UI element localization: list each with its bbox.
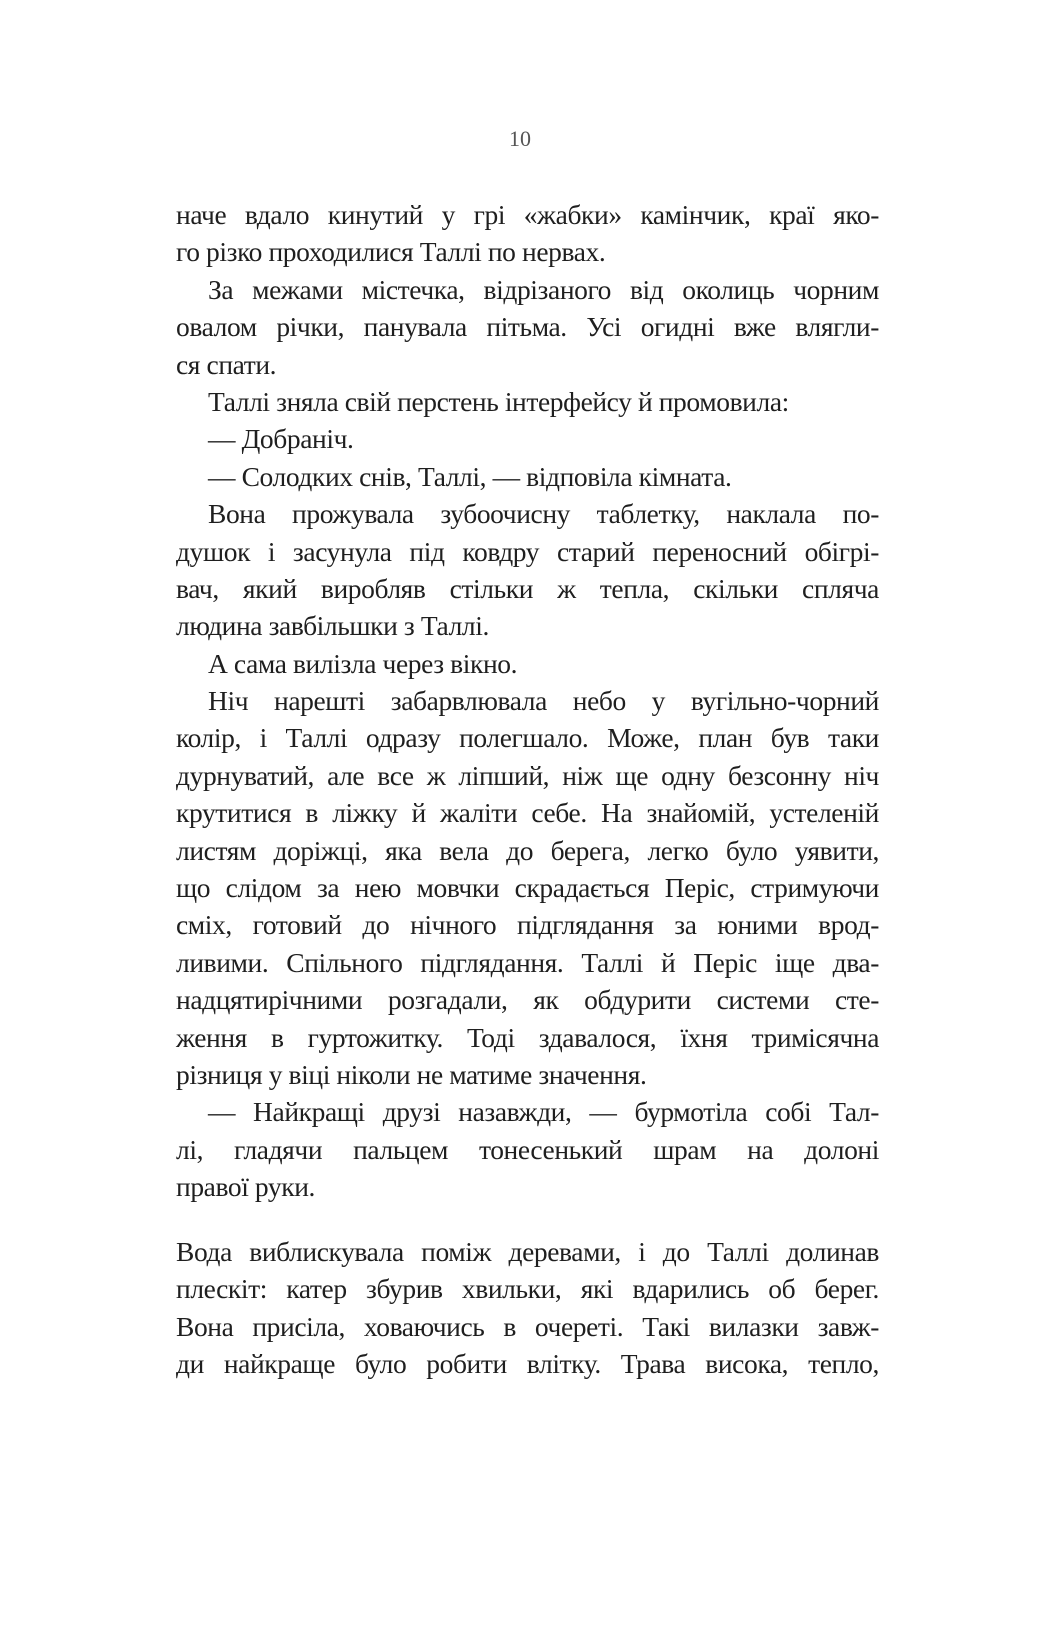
text-line: наче вдало кинутий у грі «жабки» камінчик, краї яко- [176, 199, 879, 230]
text-line: листям доріжці, яка вела до берега, легко було уявити, [176, 834, 879, 866]
page-number: 10 [509, 126, 531, 151]
text-line: колір, і Таллі одразу полегшало. Може, план був таки [176, 722, 879, 754]
text-line: крутитися в ліжку й жаліти себе. На знайомій, устеленій [176, 797, 879, 829]
text-line: що слідом за нею мовчки скрадається Періс, стримуючи [176, 872, 879, 904]
text-line: А сама вилізла через вікно. [208, 647, 518, 679]
text-section-2 [176, 1233, 879, 1383]
text-line: правої руки. [176, 1171, 316, 1203]
text-line: плескіт: катер збурив хвильки, які вдарились об берег. [176, 1273, 879, 1305]
text-line: го різко проходилися Таллі по нервах. [176, 236, 606, 268]
text-line: Вона присіла, ховаючись в очереті. Такі вилазки завж- [176, 1310, 879, 1342]
text-line: дурнуватий, але все ж ліпший, ніж ще одну безсонну ніч [176, 759, 879, 791]
text-line: душок і засунула під ковдру старий переносний обігрі- [176, 535, 879, 567]
text-line: людина завбільшки з Таллі. [176, 610, 489, 642]
text-line: овалом річки, панувала пітьма. Усі огидні вже влягли- [176, 311, 879, 343]
text-line: — Найкращі друзі назавжди, — бурмотіла собі Тал- [208, 1096, 879, 1128]
text-line: лі, гладячи пальцем тонесенький шрам на долоні [176, 1133, 879, 1165]
text-line: — Добраніч. [208, 423, 354, 455]
text-line: ся спати. [176, 348, 277, 380]
text-line: Вода виблискувала поміж деревами, і до Таллі долинав [176, 1236, 879, 1267]
text-line: Таллі зняла свій перстень інтерфейсу й промовила: [208, 385, 789, 417]
text-line: вач, який виробляв стільки ж тепла, скільки спляча [176, 572, 879, 604]
text-line: За межами містечка, відрізаного від околиць чорним [208, 273, 879, 305]
text-line: різниця у віці ніколи не матиме значення. [176, 1058, 647, 1090]
text-line: ди найкраще було робити влітку. Трава висока, тепло, [176, 1348, 879, 1380]
text-line: ження в гуртожитку. Тоді здавалося, їхня тримісячна [176, 1021, 879, 1053]
text-line: надцятирічними розгадали, як обдурити системи сте- [176, 984, 879, 1016]
text-line: Вона прожувала зубоочисну таблетку, наклала по- [208, 498, 879, 530]
text-section-1 [176, 196, 879, 1206]
text-line: Ніч нарешті забарвлювала небо у вугільно-чорний [208, 685, 879, 717]
text-line: — Солодких снів, Таллі, — відповіла кімната. [208, 460, 732, 492]
text-line: ливими. Спільного підглядання. Таллі й Періс іще два- [176, 946, 879, 978]
text-line: сміх, готовий до нічного підглядання за юними врод- [176, 909, 879, 941]
